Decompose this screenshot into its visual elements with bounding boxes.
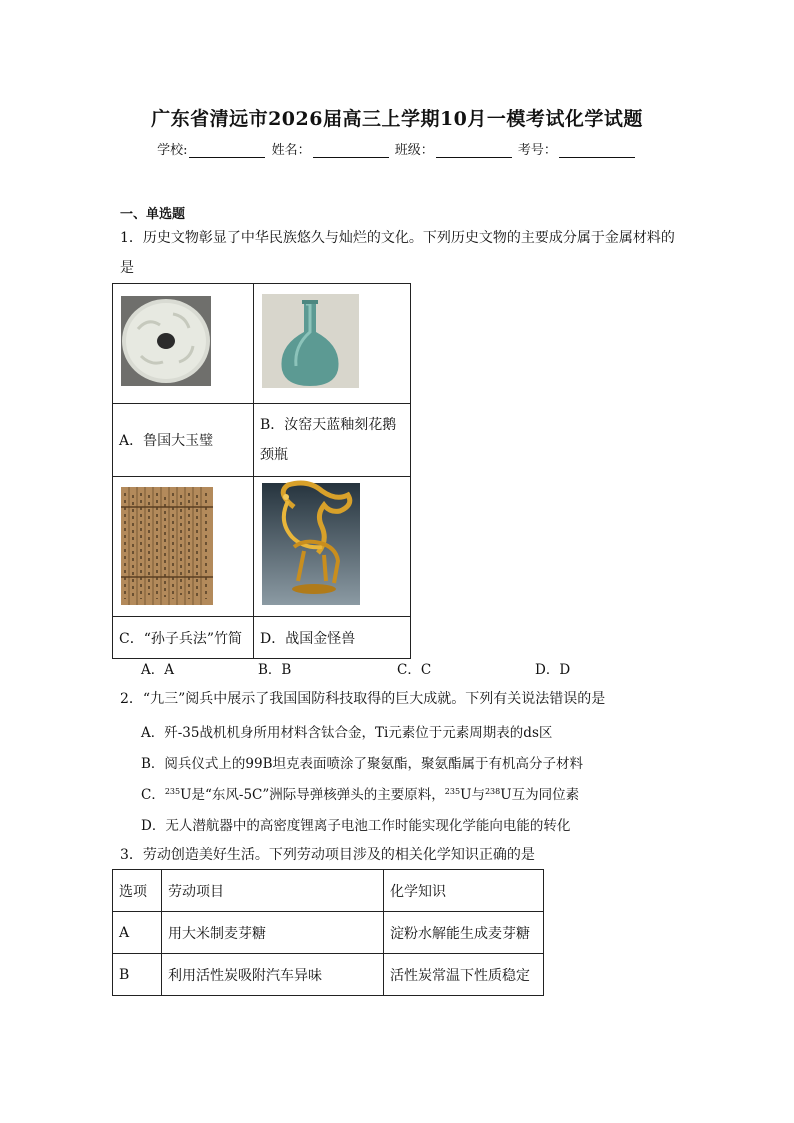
vase-cell: [254, 284, 411, 404]
u235-mass-number-2: 235: [444, 787, 461, 796]
class-label: 班级：: [394, 143, 434, 158]
q3-header-row: [113, 870, 544, 912]
q3-row-b-activity: 利用活性炭吸附汽车异味: [162, 954, 384, 996]
number-label: 考号：: [517, 143, 557, 158]
q1-option-a[interactable]: A．A: [141, 662, 174, 678]
q3-header-knowledge: 化学知识: [384, 870, 544, 912]
jade-disc-image: [113, 284, 253, 399]
gold-beast-image: [254, 477, 410, 612]
q3-row-a-knowledge: 淀粉水解能生成麦芽糖: [384, 912, 544, 954]
cell-b-label: [254, 404, 411, 477]
q3-header-option: 选项: [113, 870, 162, 912]
q2-option-c-text3: U互为同位素: [500, 787, 580, 803]
bamboo-slips-cell: [113, 477, 254, 617]
student-info-line: [0, 139, 794, 158]
vase-image: [254, 284, 410, 399]
cell-d-label: D．战国金怪兽: [254, 617, 411, 659]
name-blank: [313, 145, 389, 158]
q2-option-c[interactable]: [141, 783, 579, 803]
cell-b-line1: B．汝窑天蓝釉刻花鹅: [260, 417, 397, 433]
q2-option-b[interactable]: B．阅兵仪式上的99B坦克表面喷涂了聚氨酯，聚氨酯属于有机高分子材料: [141, 756, 584, 772]
jade-disc-cell: [113, 284, 254, 404]
q1-option-b[interactable]: B．B: [258, 662, 292, 678]
q3-row-b-knowledge: 活性炭常温下性质稳定: [384, 954, 544, 996]
q2-option-c-prefix: C．: [141, 787, 165, 803]
name-label: 姓名：: [271, 143, 311, 158]
bamboo-slips-image: [113, 477, 253, 612]
page-title: 广东省清远市2026届高三上学期10月一模考试化学试题: [151, 108, 643, 130]
q3-table: [112, 869, 544, 996]
cell-c-label: C．“孙子兵法”竹简: [113, 617, 254, 659]
q2-option-d[interactable]: D．无人潜航器中的高密度锂离子电池工作时能实现化学能向电能的转化: [141, 818, 571, 834]
cell-b-line2: 颈瓶: [260, 447, 288, 463]
q2-stem: 2．“九三”阅兵中展示了我国国防科技取得的巨大成就。下列有关说法错误的是: [120, 691, 606, 707]
table-row: [113, 954, 544, 996]
u235-mass-number: 235: [164, 787, 181, 796]
q3-row-a-option: A: [113, 912, 162, 954]
u238-mass-number: 238: [484, 787, 501, 796]
school-blank: [189, 145, 265, 158]
q3-header-activity: 劳动项目: [162, 870, 384, 912]
class-blank: [436, 145, 512, 158]
cell-a-label: A．鲁国大玉璧: [113, 404, 254, 477]
q1-stem-line1: 1．历史文物彰显了中华民族悠久与灿烂的文化。下列历史文物的主要成分属于金属材料的: [120, 230, 675, 246]
number-blank: [559, 145, 635, 158]
q1-image-table: [112, 283, 411, 659]
school-label: 学校:: [157, 143, 188, 158]
q1-option-d[interactable]: D．D: [535, 662, 571, 678]
q2-option-c-text1: U是“东风-5C”洲际导弹核弹头的主要原料，: [180, 787, 445, 803]
q3-row-b-option: B: [113, 954, 162, 996]
q3-stem: 3．劳动创造美好生活。下列劳动项目涉及的相关化学知识正确的是: [120, 847, 535, 863]
section-heading: 一、单选题: [120, 207, 186, 222]
table-row: [113, 912, 544, 954]
q2-option-c-text2: U与: [460, 787, 485, 803]
gold-beast-cell: [254, 477, 411, 617]
q1-option-c[interactable]: C．C: [397, 662, 432, 678]
q3-row-a-activity: 用大米制麦芽糖: [162, 912, 384, 954]
q1-stem-line2: 是: [120, 260, 134, 276]
q2-option-a[interactable]: A．歼-35战机机身所用材料含钛合金，Ti元素位于元素周期表的ds区: [141, 725, 553, 741]
